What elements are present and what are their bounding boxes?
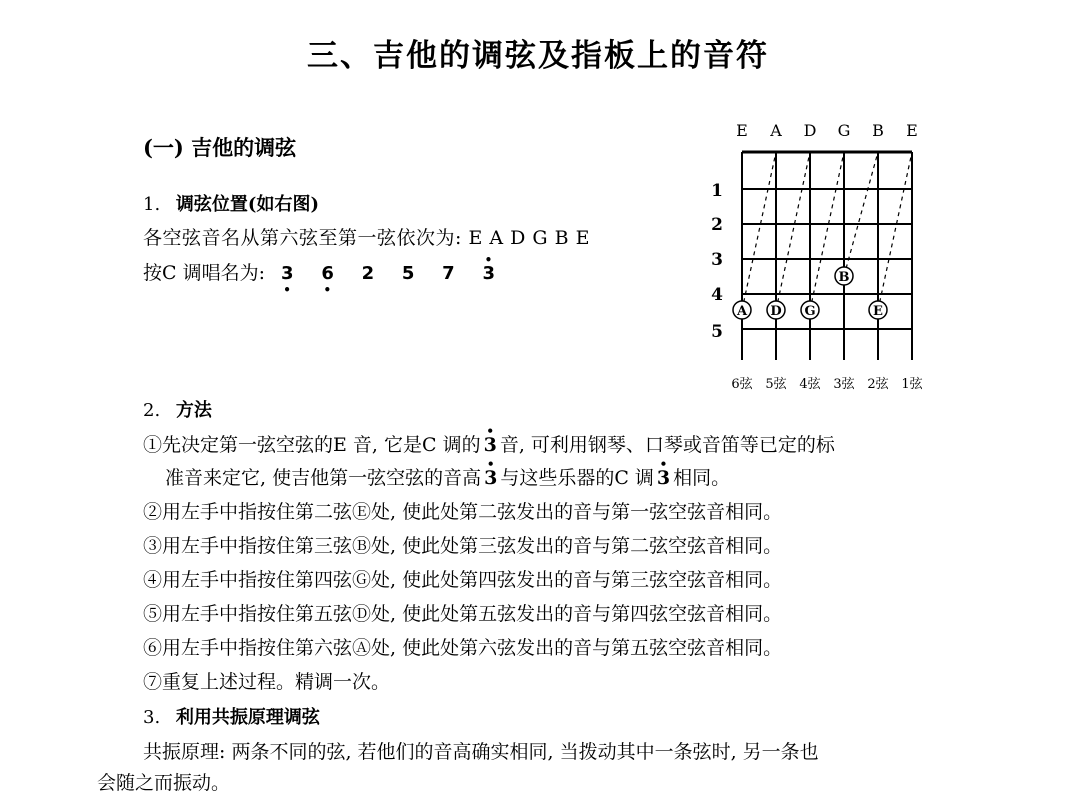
- string-names: [736, 121, 918, 140]
- fretboard-grid: [742, 152, 912, 360]
- item3-title: 利用共振原理调弦: [175, 707, 320, 728]
- fret-marker-letter: D: [770, 304, 782, 319]
- tuning-dash: [776, 152, 810, 310]
- step-1-cont: 准音来定它, 使吉他第一弦空弦的音高 3 • 与这些乐器的C 调 3 • 相同。: [165, 457, 731, 489]
- tuning-dash: [810, 152, 844, 310]
- step-6: ⑥用左手中指按住第六弦Ⓐ处, 使此处第六弦发出的音与第五弦空弦音相同。: [143, 637, 783, 659]
- tuning-dash: [844, 152, 878, 276]
- fret-numbers: [711, 181, 723, 342]
- fret-number: 2: [711, 215, 723, 235]
- string-name: E: [906, 121, 918, 140]
- solfege-note: 2: [361, 263, 375, 284]
- step-mark: ①: [143, 434, 163, 456]
- item3-heading: [143, 703, 320, 729]
- fret-marker-letter: G: [804, 304, 816, 319]
- fret-number: 4: [711, 285, 723, 305]
- tuning-dash: [878, 152, 912, 310]
- resonance-line-1: 共振原理: 两条不同的弦, 若他们的音高确实相同, 当拨动其中一条弦时, 另一条也: [143, 741, 819, 763]
- note-3-high: 3 •: [484, 457, 498, 489]
- item1-title: 调弦位置(如右图): [175, 194, 319, 215]
- step-1: ①先决定第一弦空弦的E 音, 它是C 调的 3 • 音, 可利用钢琴、口琴或音笛等已定的标: [143, 424, 835, 456]
- solfege-note: 5: [401, 263, 415, 284]
- item2-title: 方法: [175, 400, 212, 421]
- fret-number: 5: [711, 322, 723, 342]
- string-label: 2弦: [867, 377, 889, 392]
- open-strings-line: 各空弦音名从第六弦至第一弦依次为: E A D G B E: [143, 227, 590, 249]
- string-label: 5弦: [765, 377, 787, 392]
- string-label: 6弦: [731, 377, 753, 392]
- solfege-note: 7: [442, 263, 455, 284]
- item1-heading: [143, 190, 319, 216]
- item1-number: 1.: [143, 194, 161, 215]
- tuning-dash: [742, 152, 776, 310]
- step-5: ⑤用左手中指按住第五弦Ⓓ处, 使此处第五弦发出的音与第四弦空弦音相同。: [143, 603, 783, 625]
- string-name: A: [770, 121, 782, 140]
- page-title: 三、吉他的调弦及指板上的音符: [307, 38, 769, 74]
- note-3-high: 3 •: [656, 457, 671, 489]
- solfege-notes: [281, 253, 516, 297]
- string-labels: [731, 377, 923, 392]
- solfege-note: 6 •: [321, 263, 334, 297]
- item2-heading: [143, 396, 212, 422]
- note-3-high: 3 •: [483, 424, 497, 456]
- string-name: E: [736, 121, 748, 140]
- section-heading: (一) 吉他的调弦: [143, 135, 297, 160]
- solfege-note: 3 •: [482, 253, 495, 284]
- solfege-prefix: 按C 调唱名为:: [143, 262, 265, 284]
- item2-number: 2.: [143, 400, 161, 421]
- fretboard-diagram: [695, 112, 935, 397]
- string-name: D: [803, 121, 817, 140]
- string-name: G: [837, 121, 851, 140]
- solfege-note: 3 •: [281, 263, 294, 297]
- fret-number: 3: [711, 250, 723, 270]
- string-label: 3弦: [833, 377, 855, 392]
- step-4: ④用左手中指按住第四弦Ⓖ处, 使此处第四弦发出的音与第三弦空弦音相同。: [143, 569, 783, 591]
- fret-marker-letter: B: [838, 270, 850, 285]
- string-label: 1弦: [901, 377, 923, 392]
- string-label: 4弦: [799, 377, 821, 392]
- fret-number: 1: [711, 181, 723, 201]
- solfege-line: [143, 253, 516, 297]
- resonance-line-2: 会随之而振动。: [97, 772, 231, 794]
- step-3: ③用左手中指按住第三弦Ⓑ处, 使此处第三弦发出的音与第二弦空弦音相同。: [143, 535, 783, 557]
- step-2: ②用左手中指按住第二弦Ⓔ处, 使此处第二弦发出的音与第一弦空弦音相同。: [143, 501, 783, 523]
- step-7: ⑦重复上述过程。精调一次。: [143, 671, 391, 693]
- fret-marker-letter: A: [736, 304, 748, 319]
- string-name: B: [872, 121, 884, 140]
- tuning-dashed-lines: [742, 152, 912, 310]
- item3-number: 3.: [143, 707, 161, 728]
- fret-marker-letter: E: [873, 304, 883, 319]
